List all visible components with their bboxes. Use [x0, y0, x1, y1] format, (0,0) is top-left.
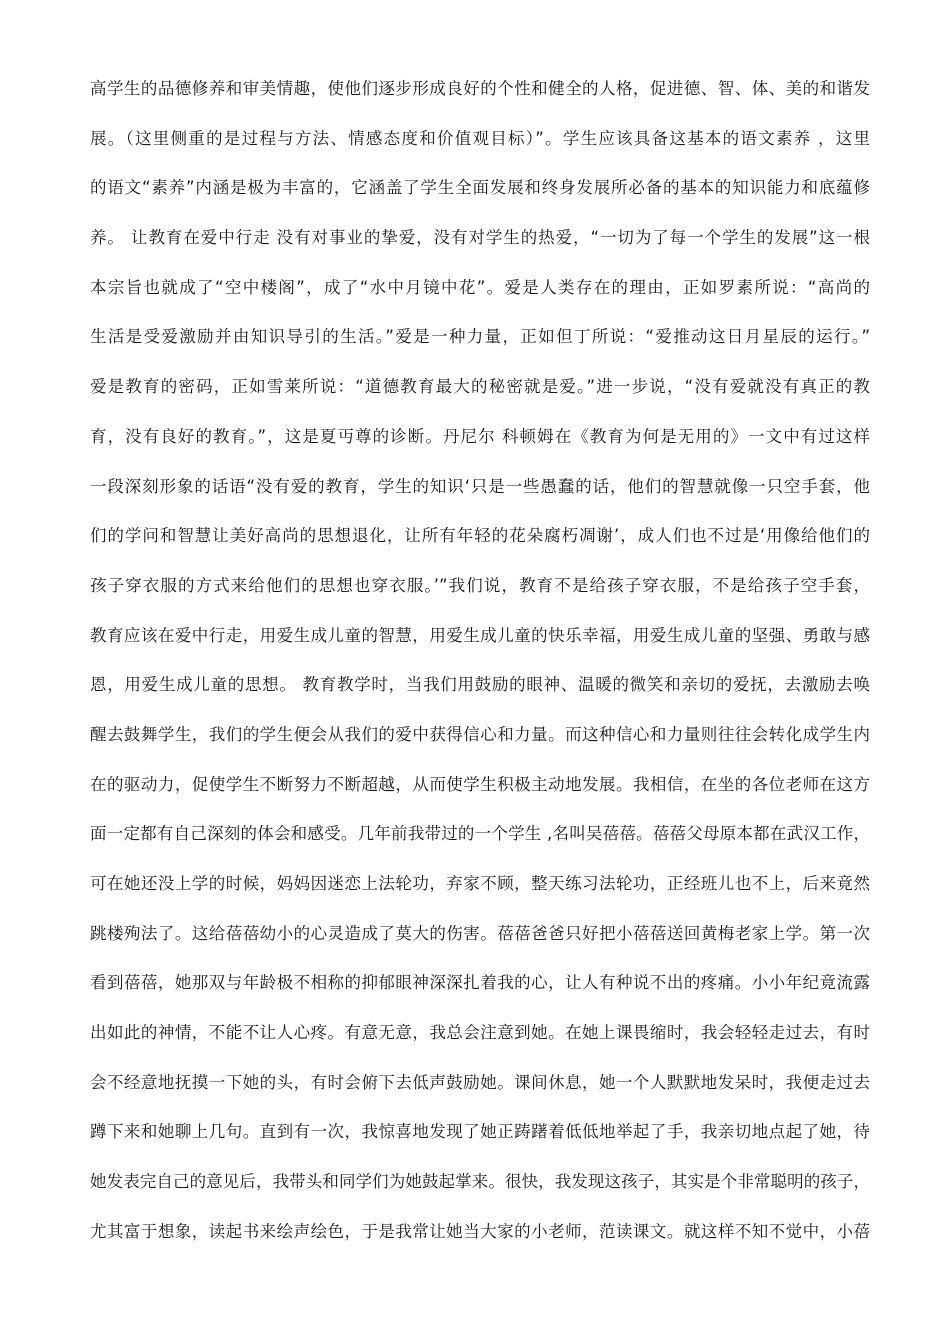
text-line: 一段深刻形象的话语“没有爱的教育，学生的知识‘只是一些愚蠢的话，他们的智慧就像一只空手套，他	[90, 476, 870, 496]
text-line: 生活是受爱激励并由知识导引的生活。”爱是一种力量，正如但丁所说：“爱推动这日月星辰的运行。”	[90, 327, 870, 347]
text-line: 会不经意地抚摸一下她的头，有时会俯下去低声鼓励她。课间休息，她一个人默默地发呆时，我便走过去	[90, 1072, 870, 1092]
document-page	[90, 70, 870, 1263]
text-line: 出如此的神情，不能不让人心疼。有意无意，我总会注意到她。在她上课畏缩时，我会轻轻走过去，有时	[90, 1023, 870, 1043]
text-line: 恩，用爱生成儿童的思想。 教育教学时，当我们用鼓励的眼神、温暖的微笑和亲切的爱抚，去激励去唤	[90, 675, 870, 695]
text-line: 展。（这里侧重的是过程与方法、情感态度和价值观目标）”。学生应该具备这基本的语文素养 ，这里	[90, 128, 870, 148]
text-line: 爱是教育的密码，正如雪莱所说：“道德教育最大的秘密就是爱。”进一步说，“没有爱就没有真正的教	[90, 377, 870, 397]
text-line: 本宗旨也就成了“空中楼阁”，成了“水中月镜中花”。爱是人类存在的理由，正如罗素所说：“高尚的	[90, 277, 870, 297]
text-line: 跳楼殉法了。这给蓓蓓幼小的心灵造成了莫大的伤害。蓓蓓爸爸只好把小蓓蓓送回黄梅老家上学。第一次	[90, 923, 870, 943]
text-line: 醒去鼓舞学生，我们的学生便会从我们的爱中获得信心和力量。而这种信心和力量则往往会转化成学生内	[90, 724, 870, 744]
text-line: 们的学问和智慧让美好高尚的思想退化，让所有年轻的花朵腐朽凋谢’，成人们也不过是‘用像给他们的	[90, 526, 870, 546]
text-line: 的语文“素养”内涵是极为丰富的，它涵盖了学生全面发展和终身发展所必备的基本的知识能力和底蕴修	[90, 178, 870, 198]
text-line: 育，没有良好的教育。”，这是夏丏尊的诊断。丹尼尔 科顿姆在《教育为何是无用的》一文中有过这样	[90, 426, 870, 446]
text-line: 蹲下来和她聊上几句。直到有一次，我惊喜地发现了她正踌躇着低低地举起了手，我亲切地点起了她，待	[90, 1122, 870, 1142]
text-line: 面一定都有自己深刻的体会和感受。几年前我带过的一个学生 ,名叫吴蓓蓓。蓓蓓父母原本都在武汉工作，	[90, 824, 870, 844]
text-line: 可在她还没上学的时候，妈妈因迷恋上法轮功，弃家不顾，整天练习法轮功，正经班儿也不上，后来竟然	[90, 874, 870, 893]
text-line: 孩子穿衣服的方式来给他们的思想也穿衣服。’”我们说，教育不是给孩子穿衣服，不是给孩子空手套，	[90, 575, 870, 595]
text-line: 在的驱动力，促使学生不断努力不断超越，从而使学生积极主动地发展。我相信，在坐的各位老师在这方	[90, 774, 870, 794]
text-line: 高学生的品德修养和审美情趣，使他们逐步形成良好的个性和健全的人格，促进德、智、体、美的和谐发	[90, 79, 870, 98]
text-line: 养。 让教育在爱中行走 没有对事业的挚爱，没有对学生的热爱，“一切为了每一个学生的发展”这一根	[90, 228, 870, 248]
text-line: 尤其富于想象，读起书来绘声绘色，于是我常让她当大家的小老师，范读课文。就这样不知不觉中，小蓓	[90, 1221, 870, 1241]
text-line: 她发表完自己的意见后，我带头和同学们为她鼓起掌来。很快，我发现这孩子，其实是个非常聪明的孩子，	[90, 1172, 870, 1192]
text-line: 教育应该在爱中行走，用爱生成儿童的智慧，用爱生成儿童的快乐幸福，用爱生成儿童的坚强、勇敢与感	[90, 625, 870, 645]
text-line: 看到蓓蓓，她那双与年龄极不相称的抑郁眼神深深扎着我的心，让人有种说不出的疼痛。小小年纪竟流露	[90, 973, 870, 993]
